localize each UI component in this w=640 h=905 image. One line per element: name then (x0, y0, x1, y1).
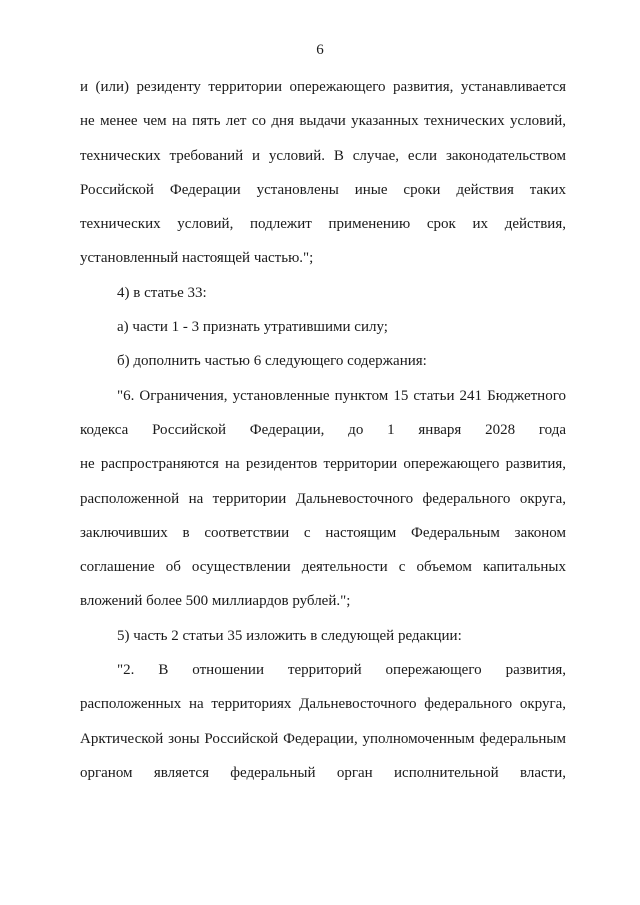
text-line: а) части 1 - 3 признать утратившими силу; (117, 319, 388, 336)
text-line: не менее чем на пять лет со дня выдачи указанных технических условий, (80, 113, 566, 130)
text-line: б) дополнить частью 6 следующего содержания: (117, 353, 427, 370)
text-line: органом является федеральный орган исполнительной власти, (80, 764, 566, 781)
text-line: кодекса Российской Федерации, до 1 января 2028 года (80, 421, 566, 438)
text-line: технических требований и условий. В случае, если законодательством (80, 147, 566, 164)
page-number: 6 (316, 42, 324, 58)
text-line: "6. Ограничения, установленные пунктом 15 статьи 241 Бюджетного (117, 387, 566, 404)
text-line: вложений более 500 миллиардов рублей."; (80, 593, 351, 610)
text-line: Арктической зоны Российской Федерации, уполномоченным федеральным (80, 730, 566, 747)
text-line: 4) в статье 33: (117, 284, 207, 301)
text-line: заключивших в соответствии с настоящим Федеральным законом (80, 524, 566, 541)
text-line: технических условий, подлежит применению срок их действия, (80, 216, 566, 233)
text-line: соглашение об осуществлении деятельности с объемом капитальных (80, 559, 566, 576)
text-line: расположенных на территориях Дальневосточного федерального округа, (80, 696, 566, 713)
text-line: и (или) резиденту территории опережающего развития, устанавливается (80, 79, 566, 95)
document-body (80, 70, 566, 790)
text-line: расположенной на территории Дальневосточного федерального округа, (80, 490, 566, 507)
text-line: "2. В отношении территорий опережающего развития, (117, 662, 566, 679)
text-line: не распространяются на резидентов территории опережающего развития, (80, 456, 566, 473)
text-line: 5) часть 2 статьи 35 изложить в следующей редакции: (117, 627, 462, 644)
text-line: установленный настоящей частью."; (80, 250, 314, 267)
text-line: Российской Федерации установлены иные сроки действия таких (80, 181, 566, 198)
